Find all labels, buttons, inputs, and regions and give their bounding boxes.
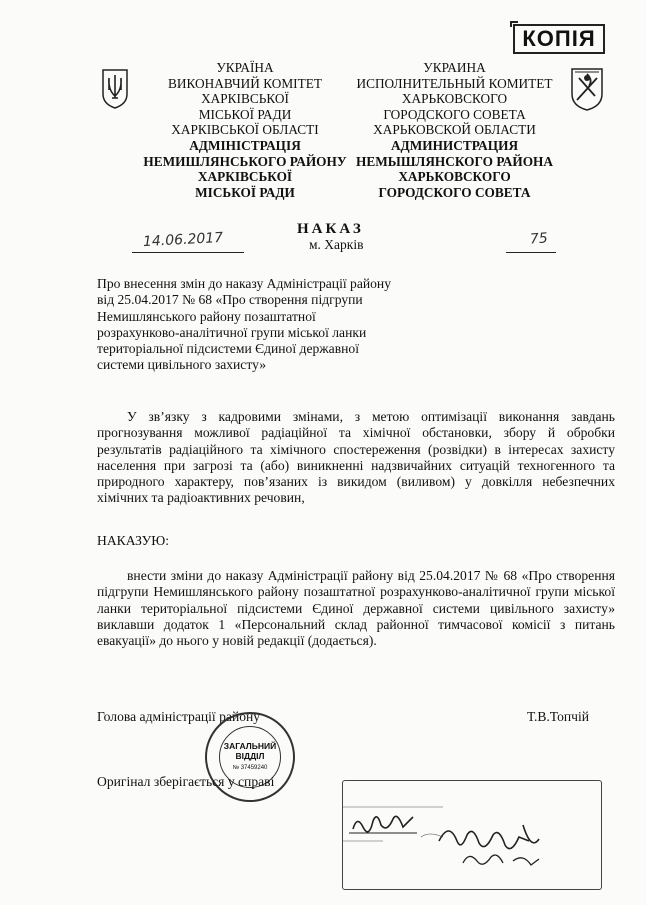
number-underline [506,252,556,253]
header-left-bold-line: НЕМИШЛЯНСЬКОГО РАЙОНУ [143,153,347,169]
header-left-line: УКРАЇНА [216,60,274,75]
header-right-line: ГОРОДСКОГО СОВЕТА [383,106,526,122]
signer-position: Голова адміністрації району [97,709,261,724]
header-right-bold-line: ГОРОДСКОГО СОВЕТА [378,184,531,200]
header-right-line: ИСПОЛНИТЕЛЬНЫЙ КОМИТЕТ [356,75,553,91]
copy-stamp-label: КОПІЯ [522,26,596,51]
header-right-bold-line: ХАРЬКОВСКОГО [398,169,511,185]
original-note: Оригінал зберігається у справі [97,774,275,789]
date-handwritten: 14.06.2017 [142,229,224,251]
header-left-line: МІСЬКОЇ РАДИ [198,106,292,122]
order-paragraph: внести зміни до наказу Адміністрації району від 25.04.2017 № 68 «Про створення підгрупи Немишлянського району позаштатної розрахунково-аналітичної групи міської ланки територіальної підсистеми Єдиної державної системи цивільного захисту» виклавши додаток 1 «Персональний склад районної тимчасової комісії з питань евакуації» до нього у новій редакції (додається). [97,568,615,649]
order-word: НАКАЗУЮ: [97,533,170,548]
preamble-paragraph: У зв’язку з кадровими змінами, з метою оптимізації виконання завдань прогнозування можливої радіаційної та хімічної обстановки, збору й обробки результатів радіаційного та хімічного спостереження (розвідки) в інтересах захисту населення при загрозі та (або) виникненні надзвичайних ситуацій техногенного та природного характеру, пов’язаних із викидом (виливом) у довкілля небезпечних хімічних та радіоактивних речовин, [97,409,615,506]
header-right-line: ХАРЬКОВСКОЙ ОБЛАСТИ [373,122,536,138]
header-left [140,60,350,200]
order-subject: Про внесення змін до наказу Адміністрації району від 25.04.2017 № 68 «Про створення підгрупи Немишлянського району позаштатної розрахунково-аналітичної групи міської ланки територіальної підсистеми Єдиної державної системи цивільного захисту» [97,276,392,373]
header-left-bold-line: МІСЬКОЇ РАДИ [195,184,295,200]
number-handwritten: 75 [529,230,549,248]
header-left-line: ХАРКІВСЬКОЇ ОБЛАСТІ [171,122,319,138]
document-registration-stamp [342,780,602,890]
signer-name: Т.В.Топчій [527,709,590,724]
document-title: НАКАЗ [297,221,364,237]
header-right-line: ХАРЬКОВСКОГО [401,91,508,107]
header-left-bold-line: АДМІНІСТРАЦІЯ [189,137,301,153]
trident-emblem-icon [100,68,130,110]
header-right [352,60,557,200]
header-right-bold-line: НЕМЫШЛЯНСКОГО РАЙОНА [356,153,553,169]
stamp-code: № 37459240 [232,765,268,771]
date-underline [132,252,244,253]
header-left-bold-line: ХАРКІВСЬКОЇ [197,169,293,185]
stamp-line-2: ВІДДІЛ [235,751,265,761]
copy-stamp [513,24,605,54]
header-right-bold-line: АДМИНИСТРАЦИЯ [390,137,519,153]
header-left-line: ВИКОНАВЧИЙ КОМІТЕТ [168,75,322,91]
header-left-line: ХАРКІВСЬКОЇ [201,91,289,107]
stamp-line-1: ЗАГАЛЬНИЙ [223,741,277,751]
header-right-line: УКРАИНА [423,60,486,75]
kharkiv-coat-of-arms-icon [569,66,605,112]
city-label: м. Харків [309,237,364,252]
